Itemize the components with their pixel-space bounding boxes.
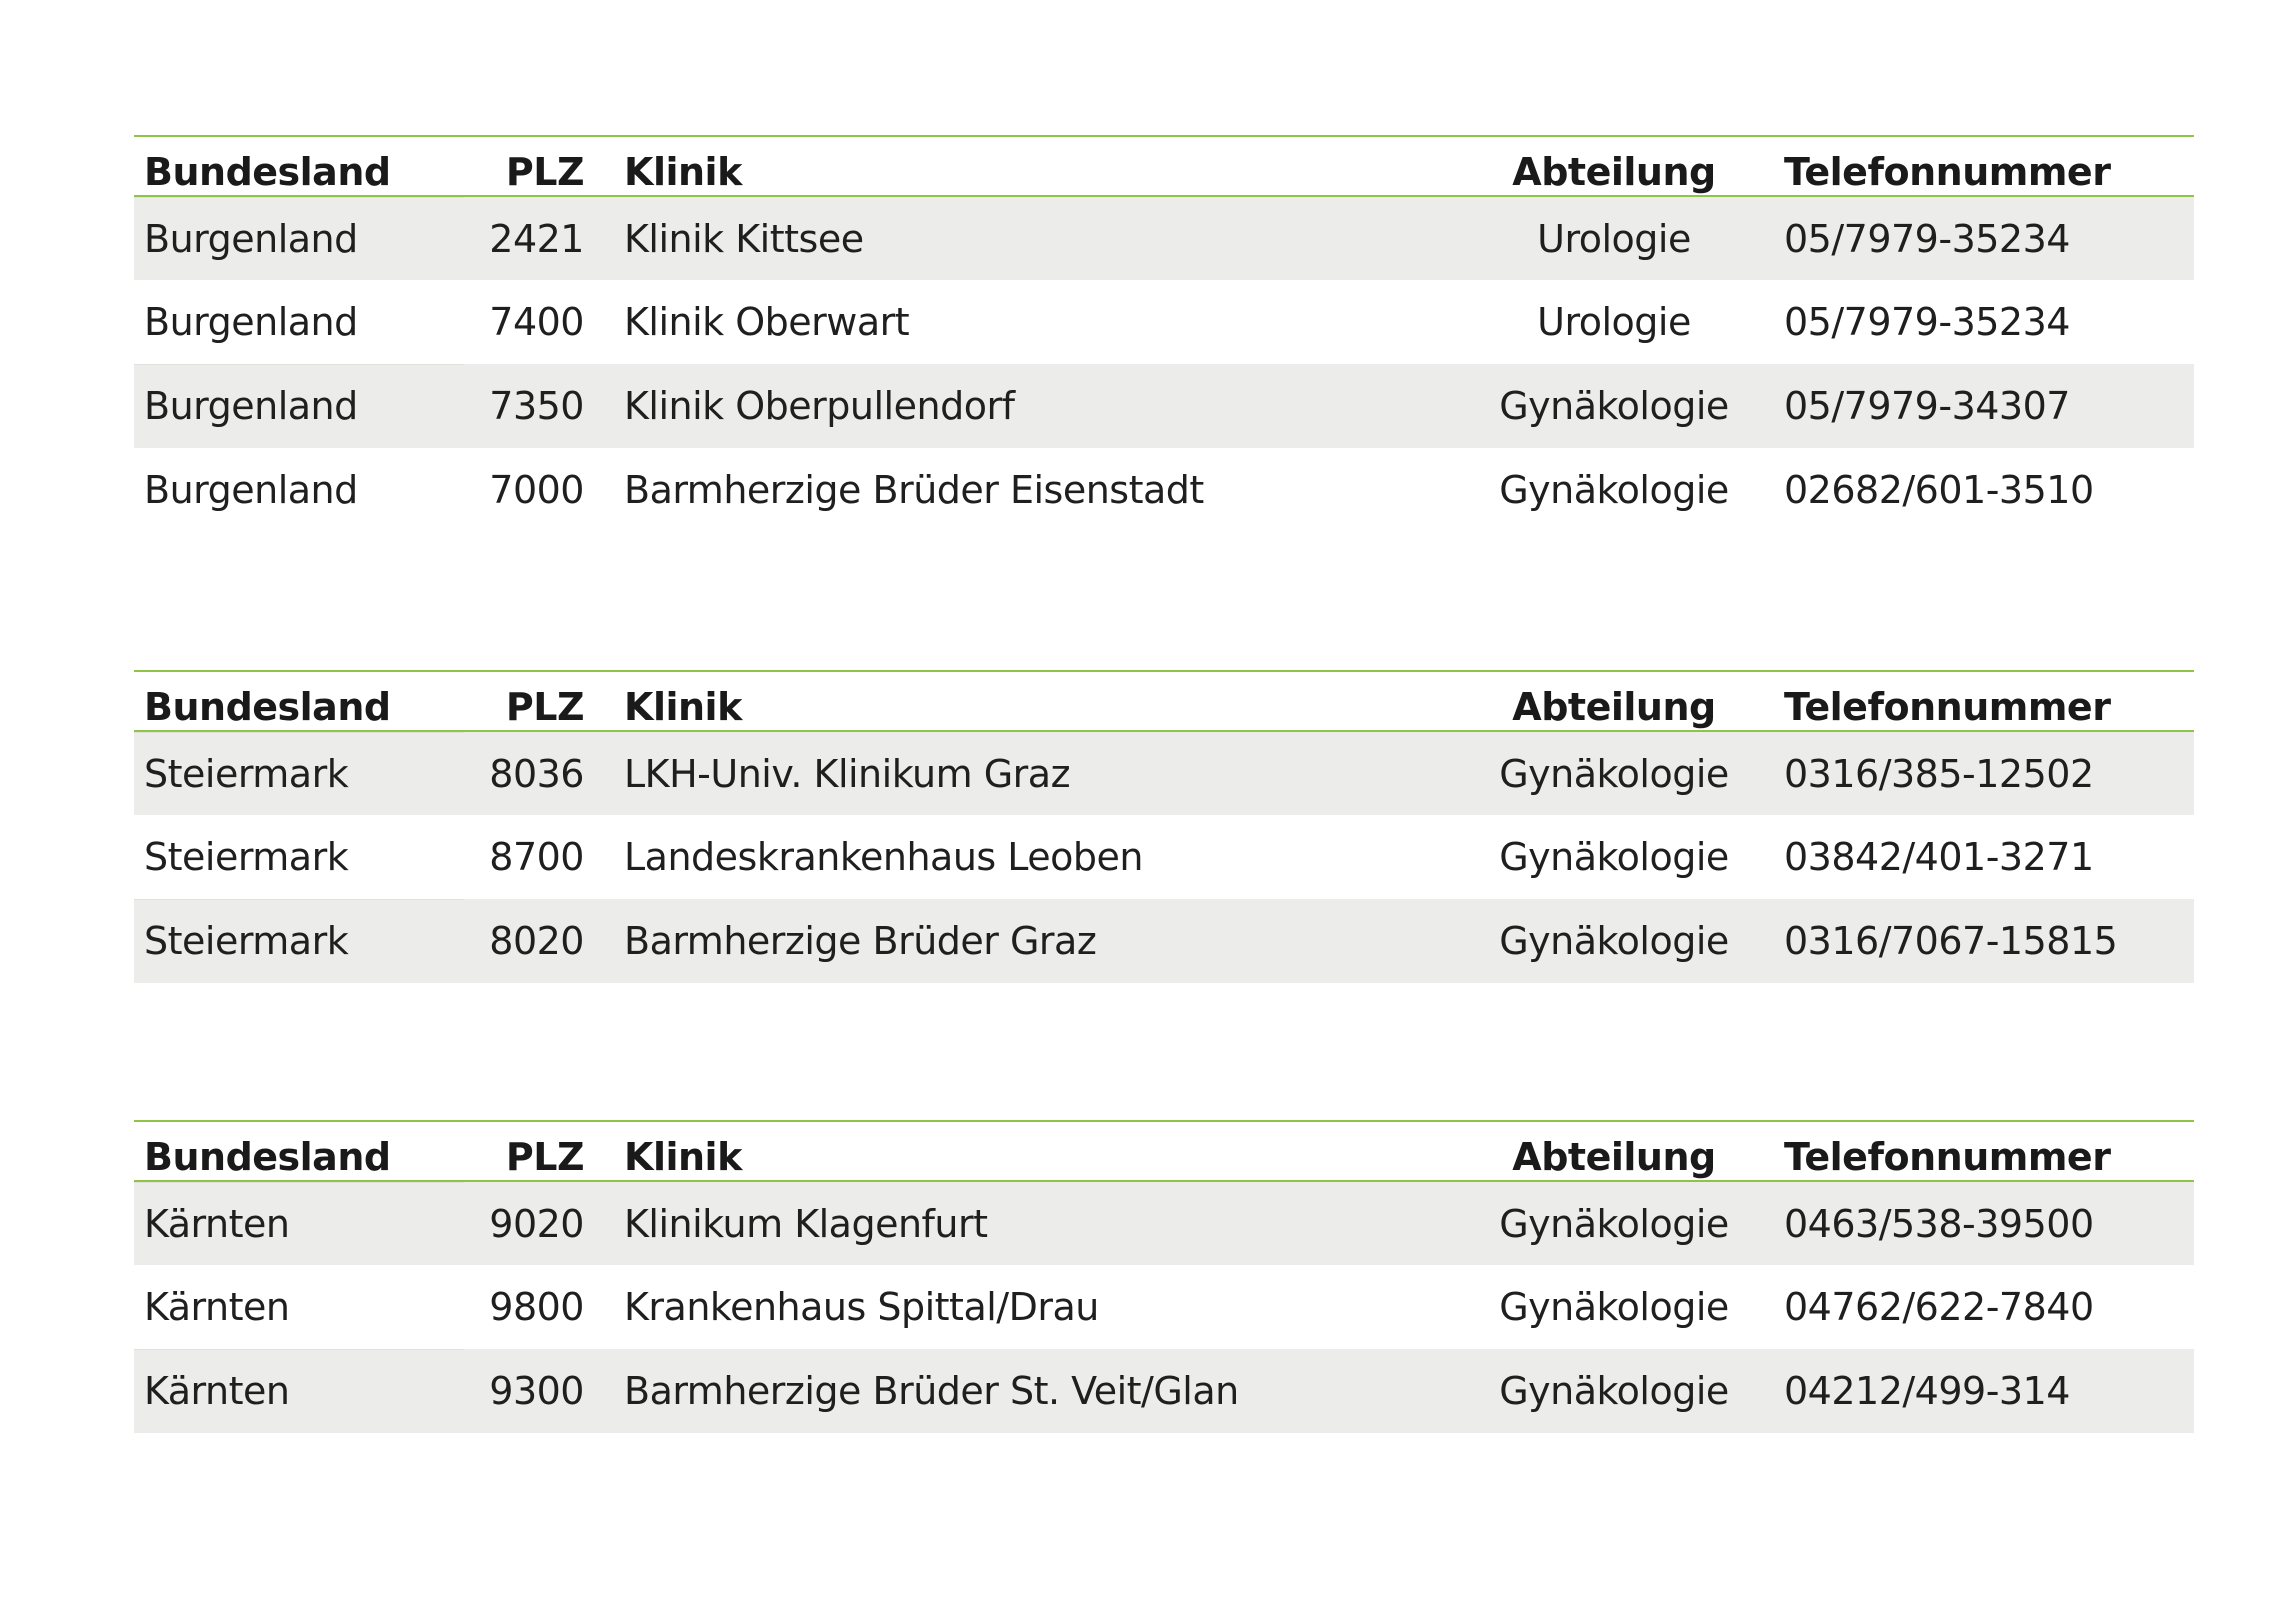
cell-abteilung: Gynäkologie <box>1494 899 1734 983</box>
table-header-row <box>134 1121 2194 1181</box>
cell-telefonnummer: 02682/601-3510 <box>1784 468 2094 512</box>
cell-plz: 9300 <box>464 1349 604 1433</box>
cell-klinik: Barmherzige Brüder St. Veit/Glan <box>604 1349 1494 1433</box>
cell-bundesland: Kärnten <box>144 1285 290 1329</box>
cell-bundesland: Steiermark <box>134 899 464 983</box>
cell-plz: 9800 <box>489 1285 584 1329</box>
cell-abteilung: Gynäkologie <box>1494 1349 1734 1433</box>
header-bundesland: Bundesland <box>134 136 464 196</box>
cell-abteilung: Gynäkologie <box>1494 731 1734 815</box>
cell-abteilung: Gynäkologie <box>1494 364 1734 448</box>
clinic-table-burgenland <box>134 135 2194 532</box>
cell-bundesland: Burgenland <box>134 364 464 448</box>
cell-telefonnummer: 05/7979-35234 <box>1784 300 2070 344</box>
header-telefonnummer: Telefonnummer <box>1734 136 2194 196</box>
cell-telefonnummer: 05/7979-35234 <box>1734 196 2194 280</box>
cell-klinik: LKH-Univ. Klinikum Graz <box>604 731 1494 815</box>
cell-klinik: Klinik Oberwart <box>624 300 910 344</box>
cell-klinik: Klinikum Klagenfurt <box>604 1181 1494 1265</box>
cell-klinik: Klinik Oberpullendorf <box>604 364 1494 448</box>
cell-plz: 8700 <box>489 835 584 879</box>
cell-plz: 7400 <box>489 300 584 344</box>
cell-plz: 8020 <box>464 899 604 983</box>
table-row <box>134 1265 2194 1349</box>
header-abteilung: Abteilung <box>1494 1121 1734 1181</box>
header-telefonnummer: Telefonnummer <box>1734 1121 2194 1181</box>
table-row <box>134 815 2194 899</box>
table-row <box>134 1181 2194 1265</box>
header-klinik: Klinik <box>604 136 1494 196</box>
header-bundesland: Bundesland <box>134 671 464 731</box>
cell-abteilung: Gynäkologie <box>1499 835 1729 879</box>
cell-klinik: Barmherzige Brüder Graz <box>604 899 1494 983</box>
cell-bundesland: Steiermark <box>144 835 349 879</box>
cell-abteilung: Urologie <box>1494 196 1734 280</box>
cell-telefonnummer: 04762/622-7840 <box>1784 1285 2094 1329</box>
cell-klinik: Landeskrankenhaus Leoben <box>624 835 1143 879</box>
cell-bundesland: Steiermark <box>134 731 464 815</box>
cell-telefonnummer: 0316/385-12502 <box>1734 731 2194 815</box>
table-row <box>134 899 2194 983</box>
table-row <box>134 280 2194 364</box>
table-row <box>134 448 2194 532</box>
table-row <box>134 196 2194 280</box>
header-klinik: Klinik <box>604 671 1494 731</box>
cell-telefonnummer: 05/7979-34307 <box>1734 364 2194 448</box>
table-header-row <box>134 671 2194 731</box>
cell-telefonnummer: 0316/7067-15815 <box>1734 899 2194 983</box>
cell-klinik: Krankenhaus Spittal/Drau <box>624 1285 1099 1329</box>
clinic-table-kaernten <box>134 1120 2194 1433</box>
header-bundesland: Bundesland <box>134 1121 464 1181</box>
cell-bundesland: Burgenland <box>144 468 358 512</box>
table-row <box>134 731 2194 815</box>
cell-bundesland: Kärnten <box>134 1349 464 1433</box>
cell-plz: 7000 <box>489 468 584 512</box>
table-header-row <box>134 136 2194 196</box>
cell-abteilung: Urologie <box>1537 300 1691 344</box>
header-plz: PLZ <box>464 671 604 731</box>
header-abteilung: Abteilung <box>1494 671 1734 731</box>
header-klinik: Klinik <box>604 1121 1494 1181</box>
cell-plz: 7350 <box>464 364 604 448</box>
cell-telefonnummer: 04212/499-314 <box>1734 1349 2194 1433</box>
table-row <box>134 364 2194 448</box>
cell-abteilung: Gynäkologie <box>1494 1181 1734 1265</box>
header-plz: PLZ <box>464 1121 604 1181</box>
header-plz: PLZ <box>464 136 604 196</box>
cell-klinik: Barmherzige Brüder Eisenstadt <box>624 468 1204 512</box>
table-row <box>134 1349 2194 1433</box>
cell-telefonnummer: 03842/401-3271 <box>1784 835 2094 879</box>
clinic-table-steiermark <box>134 670 2194 983</box>
cell-abteilung: Gynäkologie <box>1499 468 1729 512</box>
cell-bundesland: Burgenland <box>144 300 358 344</box>
cell-abteilung: Gynäkologie <box>1499 1285 1729 1329</box>
header-telefonnummer: Telefonnummer <box>1734 671 2194 731</box>
header-abteilung: Abteilung <box>1494 136 1734 196</box>
cell-bundesland: Burgenland <box>134 196 464 280</box>
cell-plz: 9020 <box>464 1181 604 1265</box>
cell-plz: 2421 <box>464 196 604 280</box>
cell-plz: 8036 <box>464 731 604 815</box>
cell-klinik: Klinik Kittsee <box>604 196 1494 280</box>
cell-bundesland: Kärnten <box>134 1181 464 1265</box>
cell-telefonnummer: 0463/538-39500 <box>1734 1181 2194 1265</box>
